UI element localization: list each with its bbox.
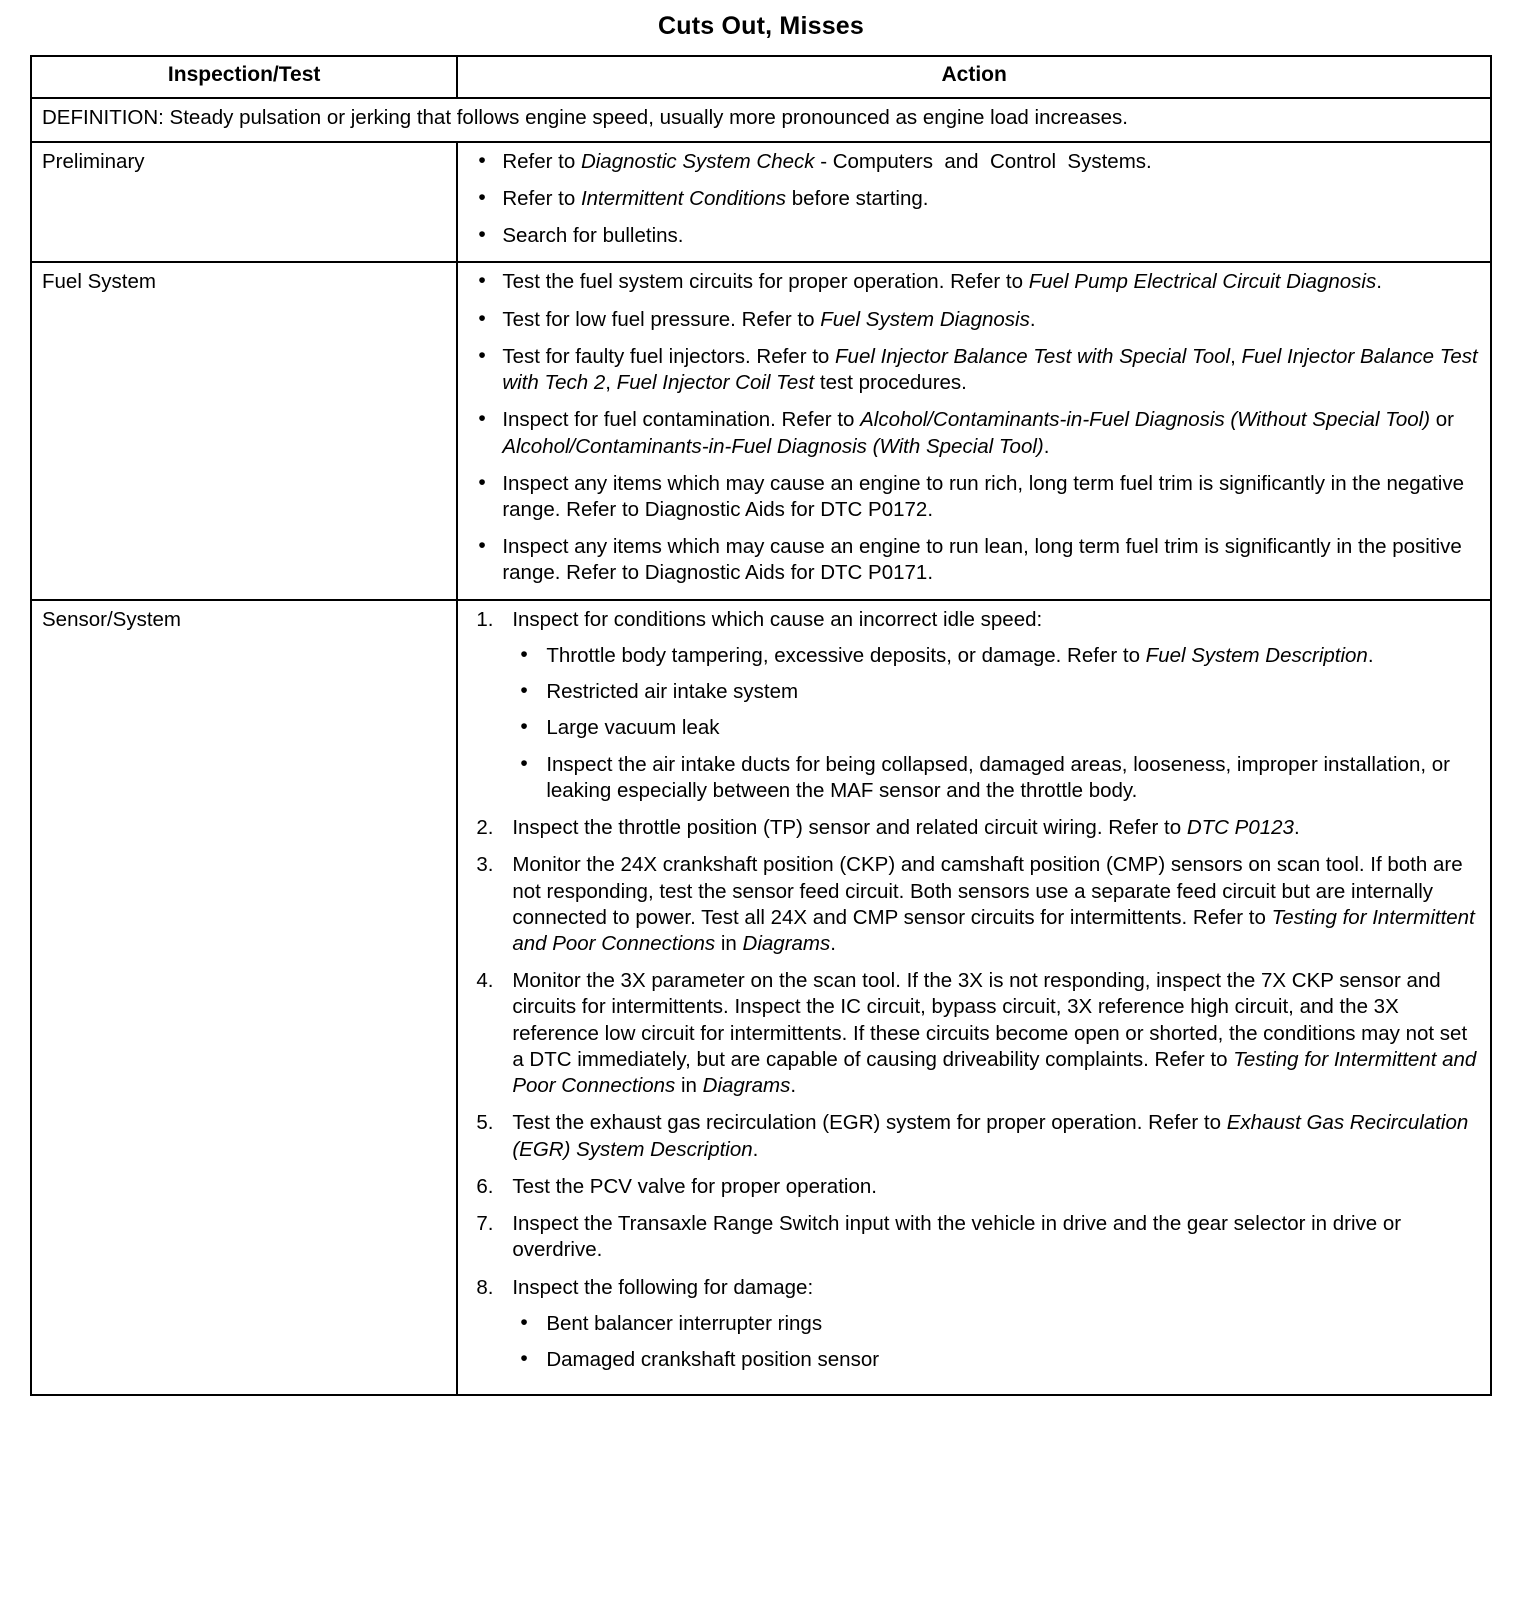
italic-reference: Fuel Injector Balance Test with Special Tool xyxy=(835,344,1231,368)
italic-reference: Fuel Injector Coil Test xyxy=(616,371,815,395)
italic-reference: Fuel System Diagnosis xyxy=(820,307,1030,331)
sub-bullet-list xyxy=(512,1311,1480,1373)
list-item: Inspect the throttle position (TP) sensor and related circuit wiring. Refer to DTC P0123. xyxy=(512,816,1300,840)
list-item xyxy=(468,607,1480,804)
italic-reference: Alcohol/Contaminants-in-Fuel Diagnosis (Without Special Tool) xyxy=(860,408,1431,432)
table-row xyxy=(31,262,1491,599)
list-item: • Test for low fuel pressure. Refer to Fuel System Diagnosis. xyxy=(468,307,1480,333)
list-item: • Test for faulty fuel injectors. Refer to Fuel Injector Balance Test with Special Tool, Fuel Injector Balance Test with Tech 2, Fuel Injector Coil Test test procedures. xyxy=(468,344,1480,396)
list-item: • Inspect the air intake ducts for being collapsed, damaged areas, looseness, improper installation, or leaking especially between the MAF sensor and the throttle body. xyxy=(512,752,1480,804)
row-actions-sensor-system xyxy=(457,600,1491,1396)
list-item: • Inspect any items which may cause an engine to run rich, long term fuel trim is significantly in the negative range. Refer to Diagnostic Aids for DTC P0172. xyxy=(468,471,1480,523)
diagnostic-table xyxy=(30,55,1492,1396)
table-row xyxy=(31,600,1491,1396)
list-item: • Inspect for fuel contamination. Refer to Alcohol/Contaminants-in-Fuel Diagnosis (Without Special Tool) or Alcohol/Contaminants-in-Fuel Diagnosis (With Special Tool). xyxy=(468,407,1480,459)
list-item: Test the PCV valve for proper operation. xyxy=(512,1174,877,1198)
numbered-list xyxy=(468,607,1480,1374)
italic-reference: DTC P0123 xyxy=(1186,816,1294,840)
row-actions-preliminary xyxy=(457,142,1491,263)
list-item: • Bent balancer interrupter rings xyxy=(512,1311,1480,1337)
definition-text: DEFINITION: Steady pulsation or jerking that follows engine speed, usually more pronounced as engine load increases. xyxy=(31,98,1491,142)
bullet-list xyxy=(468,149,1480,250)
list-item: • Large vacuum leak xyxy=(512,715,1480,741)
list-item-text: Inspect for conditions which cause an incorrect idle speed: xyxy=(512,607,1043,631)
italic-reference: Diagnostic System Check xyxy=(580,149,815,173)
list-item-text: Inspect the following for damage: xyxy=(512,1275,814,1299)
row-actions-fuel-system xyxy=(457,262,1491,599)
list-item: • Refer to Diagnostic System Check - Computers and Control Systems. xyxy=(468,149,1480,175)
list-item: • Refer to Intermittent Conditions before starting. xyxy=(468,186,1480,212)
italic-reference: Exhaust Gas Recirculation (EGR) System Description xyxy=(512,1111,1469,1161)
list-item: • Inspect any items which may cause an engine to run lean, long term fuel trim is significantly in the positive range. Refer to Diagnostic Aids for DTC P0171. xyxy=(468,534,1480,586)
italic-reference: Fuel Injector Balance Test with Tech 2 xyxy=(502,344,1478,395)
list-item: Monitor the 3X parameter on the scan tool. If the 3X is not responding, inspect the 7X CKP sensor and circuits for intermittents. Inspect the IC circuit, bypass circuit, 3X reference high circuit, and the 3X reference low circuit for intermittents. If these circuits become open or shorted, the conditions may not set a DTC immediately, but are capable of causing driveability complaints. Refer to Testing for Intermittent and Poor Connections in Diagrams. xyxy=(512,969,1477,1098)
column-header-inspection-test: Inspection/Test xyxy=(31,56,457,98)
italic-reference: Testing for Intermittent and Poor Connections xyxy=(512,1047,1477,1098)
row-label-sensor-system: Sensor/System xyxy=(31,600,457,1396)
list-item: • Search for bulletins. xyxy=(468,223,1480,249)
bullet-list xyxy=(468,269,1480,586)
list-item: • Test the fuel system circuits for proper operation. Refer to Fuel Pump Electrical Circuit Diagnosis. xyxy=(468,269,1480,295)
italic-reference: Diagrams xyxy=(742,932,831,956)
italic-reference: Fuel System Description xyxy=(1145,643,1368,667)
italic-reference: Alcohol/Contaminants-in-Fuel Diagnosis (With Special Tool) xyxy=(502,434,1044,458)
italic-reference: Testing for Intermittent and Poor Connections xyxy=(512,905,1475,956)
table-row xyxy=(31,142,1491,263)
sub-bullet-list xyxy=(512,643,1480,804)
page-title: Cuts Out, Misses xyxy=(657,12,865,40)
italic-reference: Intermittent Conditions xyxy=(580,186,787,210)
list-item: Monitor the 24X crankshaft position (CKP) and camshaft position (CMP) sensors on scan tool. If both are not responding, test the sensor feed circuit. Both sensors use a separate feed circuit but are internally connected to power. Test all 24X and CMP sensor circuits for intermittents. Refer to Testing for Intermittent and Poor Connections in Diagrams. xyxy=(512,853,1475,956)
italic-reference: Fuel Pump Electrical Circuit Diagnosis xyxy=(1028,270,1377,294)
list-item xyxy=(468,1275,1480,1374)
row-label-fuel-system: Fuel System xyxy=(31,262,457,599)
definition-row xyxy=(31,98,1491,142)
list-item: Test the exhaust gas recirculation (EGR) system for proper operation. Refer to Exhaust Gas Recirculation (EGR) System Description. xyxy=(512,1111,1469,1161)
table-header-row xyxy=(31,56,1491,98)
list-item: • Damaged crankshaft position sensor xyxy=(512,1347,1480,1373)
list-item: Inspect the Transaxle Range Switch input with the vehicle in drive and the gear selector in drive or overdrive. xyxy=(512,1212,1402,1262)
row-label-preliminary: Preliminary xyxy=(31,142,457,263)
column-header-action: Action xyxy=(457,56,1491,98)
list-item: • Throttle body tampering, excessive deposits, or damage. Refer to Fuel System Description. xyxy=(512,643,1480,669)
list-item: • Restricted air intake system xyxy=(512,679,1480,705)
italic-reference: Diagrams xyxy=(702,1074,791,1098)
